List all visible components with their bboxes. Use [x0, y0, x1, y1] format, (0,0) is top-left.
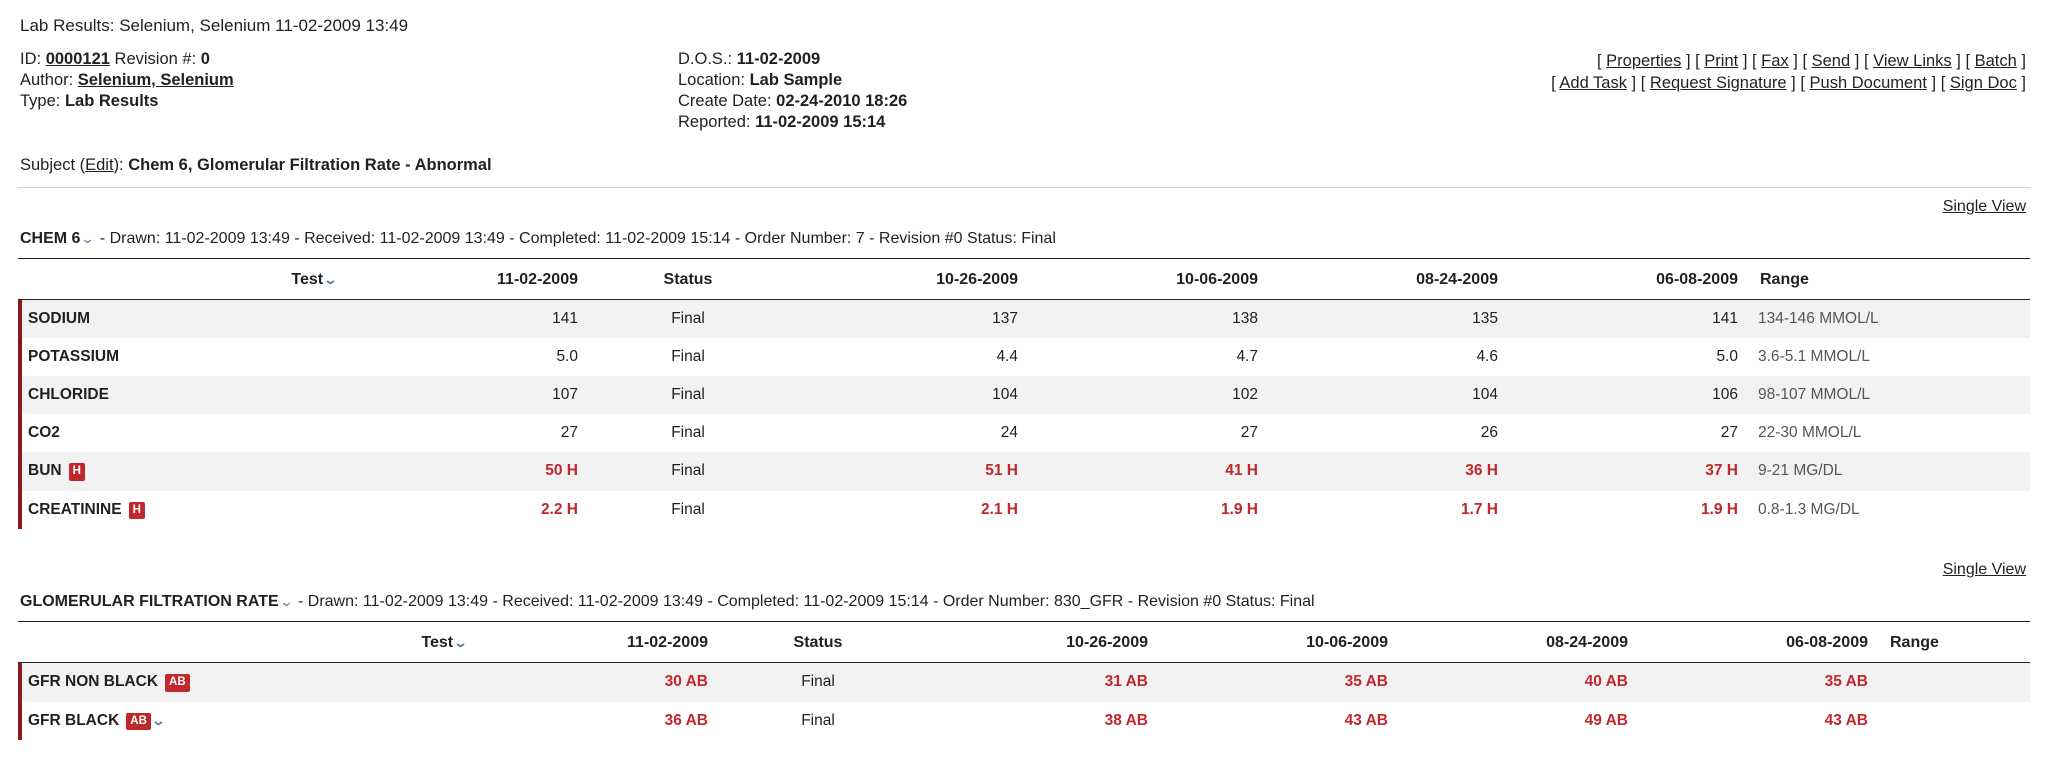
- chevron-down-icon-test-gfr[interactable]: ⌄: [453, 635, 468, 650]
- chevron-down-icon-test-chem6[interactable]: ⌄: [323, 272, 338, 287]
- row-value-4: 1.7 H: [1460, 500, 1498, 518]
- status-badge-high: H: [69, 463, 85, 481]
- document-metadata: [18, 50, 2030, 134]
- row-value-2: 38 AB: [1104, 711, 1148, 729]
- subject-suffix: ):: [113, 156, 124, 174]
- row-value-1: 2.2 H: [540, 500, 578, 518]
- subject-edit-link[interactable]: Edit: [85, 156, 114, 174]
- table-row[interactable]: [18, 338, 2030, 376]
- row-status: Final: [671, 500, 705, 518]
- col-status: Status: [718, 622, 918, 663]
- chevron-down-icon-chem6[interactable]: ⌄: [80, 231, 96, 246]
- col-range: Range: [1878, 622, 2030, 663]
- metadata-column-middle: [678, 50, 1178, 134]
- row-status: Final: [671, 424, 705, 441]
- panel-name-gfr: GLOMERULAR FILTRATION RATE: [20, 593, 279, 610]
- row-value-2: 51 H: [788, 452, 1028, 491]
- panel-header-details-chem6: - Drawn: 11-02-2009 13:49 - Received: 11-02-2009 13:49 - Completed: 11-02-2009 15:14 - Order Number: 7 - Revision #0 Status: Final: [99, 230, 1056, 247]
- single-view-row-1: [18, 188, 2030, 216]
- row-value-1: 5.0: [556, 348, 578, 365]
- severity-bar: [18, 491, 22, 530]
- row-test-name: [18, 414, 348, 452]
- status-badge-high: H: [129, 502, 145, 520]
- action-sign-doc[interactable]: Sign Doc: [1949, 74, 2017, 92]
- table-row[interactable]: [18, 414, 2030, 452]
- panel-spacer: [18, 529, 2030, 551]
- row-value-3: 27: [1240, 424, 1258, 441]
- row-value-1: 30 AB: [478, 663, 718, 702]
- severity-bar: [18, 702, 22, 741]
- id-label: ID:: [20, 50, 42, 68]
- row-value-5: 43 AB: [1824, 711, 1868, 729]
- row-value-5: 1.9 H: [1700, 500, 1738, 518]
- row-value-2: 31 AB: [918, 663, 1158, 702]
- table-row[interactable]: [18, 491, 2030, 530]
- location-label: Location:: [678, 71, 745, 89]
- row-value-3: 35 AB: [1158, 663, 1398, 702]
- page-title: Lab Results: Selenium, Selenium 11-02-2009 13:49: [20, 16, 409, 35]
- row-status: Final: [588, 452, 788, 491]
- col-date-5: 06-08-2009: [1638, 622, 1878, 663]
- row-value-4: 26: [1480, 424, 1498, 441]
- action-row-secondary: [ Add Task ] [ Request Signature ] [ Push Document ] [ Sign Doc ]: [1551, 74, 2026, 92]
- row-test-name: [18, 702, 478, 741]
- row-range: [1878, 663, 2030, 702]
- row-range: [1878, 702, 2030, 741]
- row-status: Final: [801, 711, 835, 729]
- col-test-label: Test: [291, 271, 324, 288]
- dos-value: 11-02-2009: [736, 50, 821, 68]
- col-range: Range: [1748, 259, 2030, 300]
- action-row-primary: [ Properties ] [ Print ] [ Fax ] [ Send ] [ View Links ] [ Batch ]: [1596, 52, 2026, 70]
- row-value-4: 36 H: [1268, 452, 1508, 491]
- status-badge-abnormal: AB: [126, 713, 151, 731]
- row-range: 134-146 MMOL/L: [1748, 300, 2030, 339]
- author-value-link[interactable]: Selenium, Selenium: [77, 71, 234, 89]
- row-value-4: 135: [1268, 300, 1508, 339]
- row-value-3: 4.7: [1236, 348, 1258, 365]
- test-label: SODIUM: [28, 310, 90, 327]
- row-value-2: 2.1 H: [980, 500, 1018, 518]
- row-test-name: [18, 338, 348, 376]
- col-test: [18, 622, 478, 663]
- row-status: Final: [718, 663, 918, 702]
- row-value-3: 1.9 H: [1220, 500, 1258, 518]
- create-date-value: 02-24-2010 18:26: [776, 92, 908, 110]
- dos-label: D.O.S.:: [678, 50, 733, 68]
- row-value-5: 37 H: [1508, 452, 1748, 491]
- row-value-2: 137: [788, 300, 1028, 339]
- row-value-1: 107: [348, 376, 588, 414]
- table-row[interactable]: [18, 452, 2030, 491]
- reported-line: [678, 113, 1178, 132]
- dos-line: [678, 50, 1178, 69]
- row-test-name: [18, 663, 478, 702]
- panel-header-details-gfr: - Drawn: 11-02-2009 13:49 - Received: 11-02-2009 13:49 - Completed: 11-02-2009 15:14 - Order Number: 830_GFR - Revision #0 Status: Final: [298, 593, 1315, 610]
- action-push-document[interactable]: Push Document: [1809, 74, 1927, 92]
- action-properties[interactable]: Properties: [1606, 52, 1682, 70]
- test-label: CREATININE: [28, 500, 122, 518]
- panel-header-gfr: [18, 579, 2030, 622]
- row-value-5: 35 AB: [1638, 663, 1878, 702]
- test-label: BUN: [28, 462, 62, 479]
- row-value-4: 104: [1268, 376, 1508, 414]
- row-value-1: 27: [560, 424, 578, 441]
- col-date-1: 11-02-2009: [478, 622, 718, 663]
- location-value: Lab Sample: [749, 71, 843, 89]
- row-value-5: 27: [1720, 424, 1738, 441]
- reported-label: Reported:: [678, 113, 751, 131]
- subject-prefix: Subject (: [20, 156, 86, 174]
- subject-row: [20, 156, 2030, 175]
- row-value-3: 41 H: [1028, 452, 1268, 491]
- row-value-2: 104: [788, 376, 1028, 414]
- severity-bar: [18, 452, 22, 491]
- col-date-2: 10-26-2009: [918, 622, 1158, 663]
- col-date-3: 10-06-2009: [1028, 259, 1268, 300]
- row-value-3: 43 AB: [1344, 711, 1388, 729]
- col-date-4: 08-24-2009: [1268, 259, 1508, 300]
- row-value-1: 36 AB: [664, 711, 708, 729]
- type-value: Lab Results: [64, 92, 159, 110]
- test-label: CO2: [28, 424, 60, 441]
- status-badge-abnormal: AB: [165, 674, 190, 692]
- row-value-1: 50 H: [348, 452, 588, 491]
- col-date-2: 10-26-2009: [788, 259, 1028, 300]
- row-status: Final: [588, 376, 788, 414]
- single-view-row-2: [18, 551, 2030, 579]
- severity-bar: [18, 663, 22, 702]
- type-line: [20, 92, 678, 111]
- subject-value: Chem 6, Glomerular Filtration Rate - Abnormal: [128, 156, 492, 174]
- action-add-task[interactable]: Add Task: [1559, 74, 1627, 92]
- table-header-row: [18, 259, 2030, 300]
- col-date-1: 11-02-2009: [348, 259, 588, 300]
- col-date-3: 10-06-2009: [1158, 622, 1398, 663]
- create-date-line: [678, 92, 1178, 111]
- chevron-down-icon-gfr[interactable]: ⌄: [278, 594, 294, 609]
- single-view-link-1[interactable]: Single View: [1942, 198, 2026, 215]
- author-label: Author:: [20, 71, 74, 89]
- document-actions: [1178, 50, 2030, 94]
- table-row[interactable]: [18, 300, 2030, 339]
- revision-value: 0: [200, 50, 210, 68]
- id-line: [20, 50, 678, 69]
- test-label: POTASSIUM: [28, 348, 119, 365]
- row-range: 22-30 MMOL/L: [1758, 424, 1862, 441]
- row-value-3: 102: [1028, 376, 1268, 414]
- severity-bar: [18, 376, 22, 414]
- severity-bar: [18, 338, 22, 376]
- col-test: [18, 259, 348, 300]
- row-range: 0.8-1.3 MG/DL: [1758, 500, 1860, 518]
- results-table-chem6: [18, 259, 2030, 529]
- action-batch[interactable]: Batch: [1974, 52, 2017, 70]
- row-range: 3.6-5.1 MMOL/L: [1758, 348, 1870, 365]
- row-range: 9-21 MG/DL: [1748, 452, 2030, 491]
- create-date-label: Create Date:: [678, 92, 772, 110]
- row-test-name: [18, 491, 348, 530]
- panel-name-chem6: CHEM 6: [20, 230, 81, 247]
- row-value-2: 24: [1000, 424, 1018, 441]
- single-view-link-2[interactable]: Single View: [1942, 561, 2026, 578]
- table-row[interactable]: [18, 702, 2030, 741]
- row-test-name: [18, 300, 348, 339]
- table-row[interactable]: [18, 663, 2030, 702]
- table-header-row: [18, 622, 2030, 663]
- author-line: [20, 71, 678, 90]
- type-label: Type:: [20, 92, 61, 110]
- row-status: Final: [588, 300, 788, 339]
- col-test-label: Test: [421, 634, 454, 651]
- row-value-3: 138: [1028, 300, 1268, 339]
- row-value-5: 141: [1508, 300, 1748, 339]
- action-send[interactable]: Send: [1811, 52, 1851, 70]
- row-range: 98-107 MMOL/L: [1748, 376, 2030, 414]
- row-test-name: [18, 376, 348, 414]
- col-status: Status: [588, 259, 788, 300]
- panel-header-chem6: [18, 216, 2030, 259]
- location-line: [678, 71, 1178, 90]
- chevron-down-icon-gfr-black[interactable]: ⌄: [150, 712, 166, 728]
- row-value-4: 40 AB: [1398, 663, 1638, 702]
- row-value-2: 4.4: [996, 348, 1018, 365]
- revision-label: Revision #:: [114, 50, 197, 68]
- row-value-1: 141: [348, 300, 588, 339]
- row-value-5: 5.0: [1716, 348, 1738, 365]
- severity-bar: [18, 414, 22, 452]
- metadata-column-left: [18, 50, 678, 113]
- id-value-link[interactable]: 0000121: [45, 50, 110, 68]
- col-date-5: 06-08-2009: [1508, 259, 1748, 300]
- row-value-5: 106: [1508, 376, 1748, 414]
- table-row[interactable]: [18, 376, 2030, 414]
- reported-value: 11-02-2009 15:14: [755, 113, 886, 131]
- severity-bar: [18, 300, 22, 338]
- row-test-name: [18, 452, 348, 491]
- action-request-signature[interactable]: Request Signature: [1649, 74, 1787, 92]
- action-print[interactable]: Print: [1704, 52, 1739, 70]
- action-fax[interactable]: Fax: [1761, 52, 1789, 70]
- action-view-links[interactable]: View Links: [1873, 52, 1952, 70]
- test-label: CHLORIDE: [28, 386, 109, 403]
- test-label: GFR NON BLACK: [28, 673, 159, 690]
- row-value-4: 4.6: [1476, 348, 1498, 365]
- row-value-4: 49 AB: [1584, 711, 1628, 729]
- results-table-gfr: [18, 622, 2030, 740]
- test-label: GFR BLACK: [28, 711, 120, 729]
- col-date-4: 08-24-2009: [1398, 622, 1638, 663]
- row-status: Final: [671, 348, 705, 365]
